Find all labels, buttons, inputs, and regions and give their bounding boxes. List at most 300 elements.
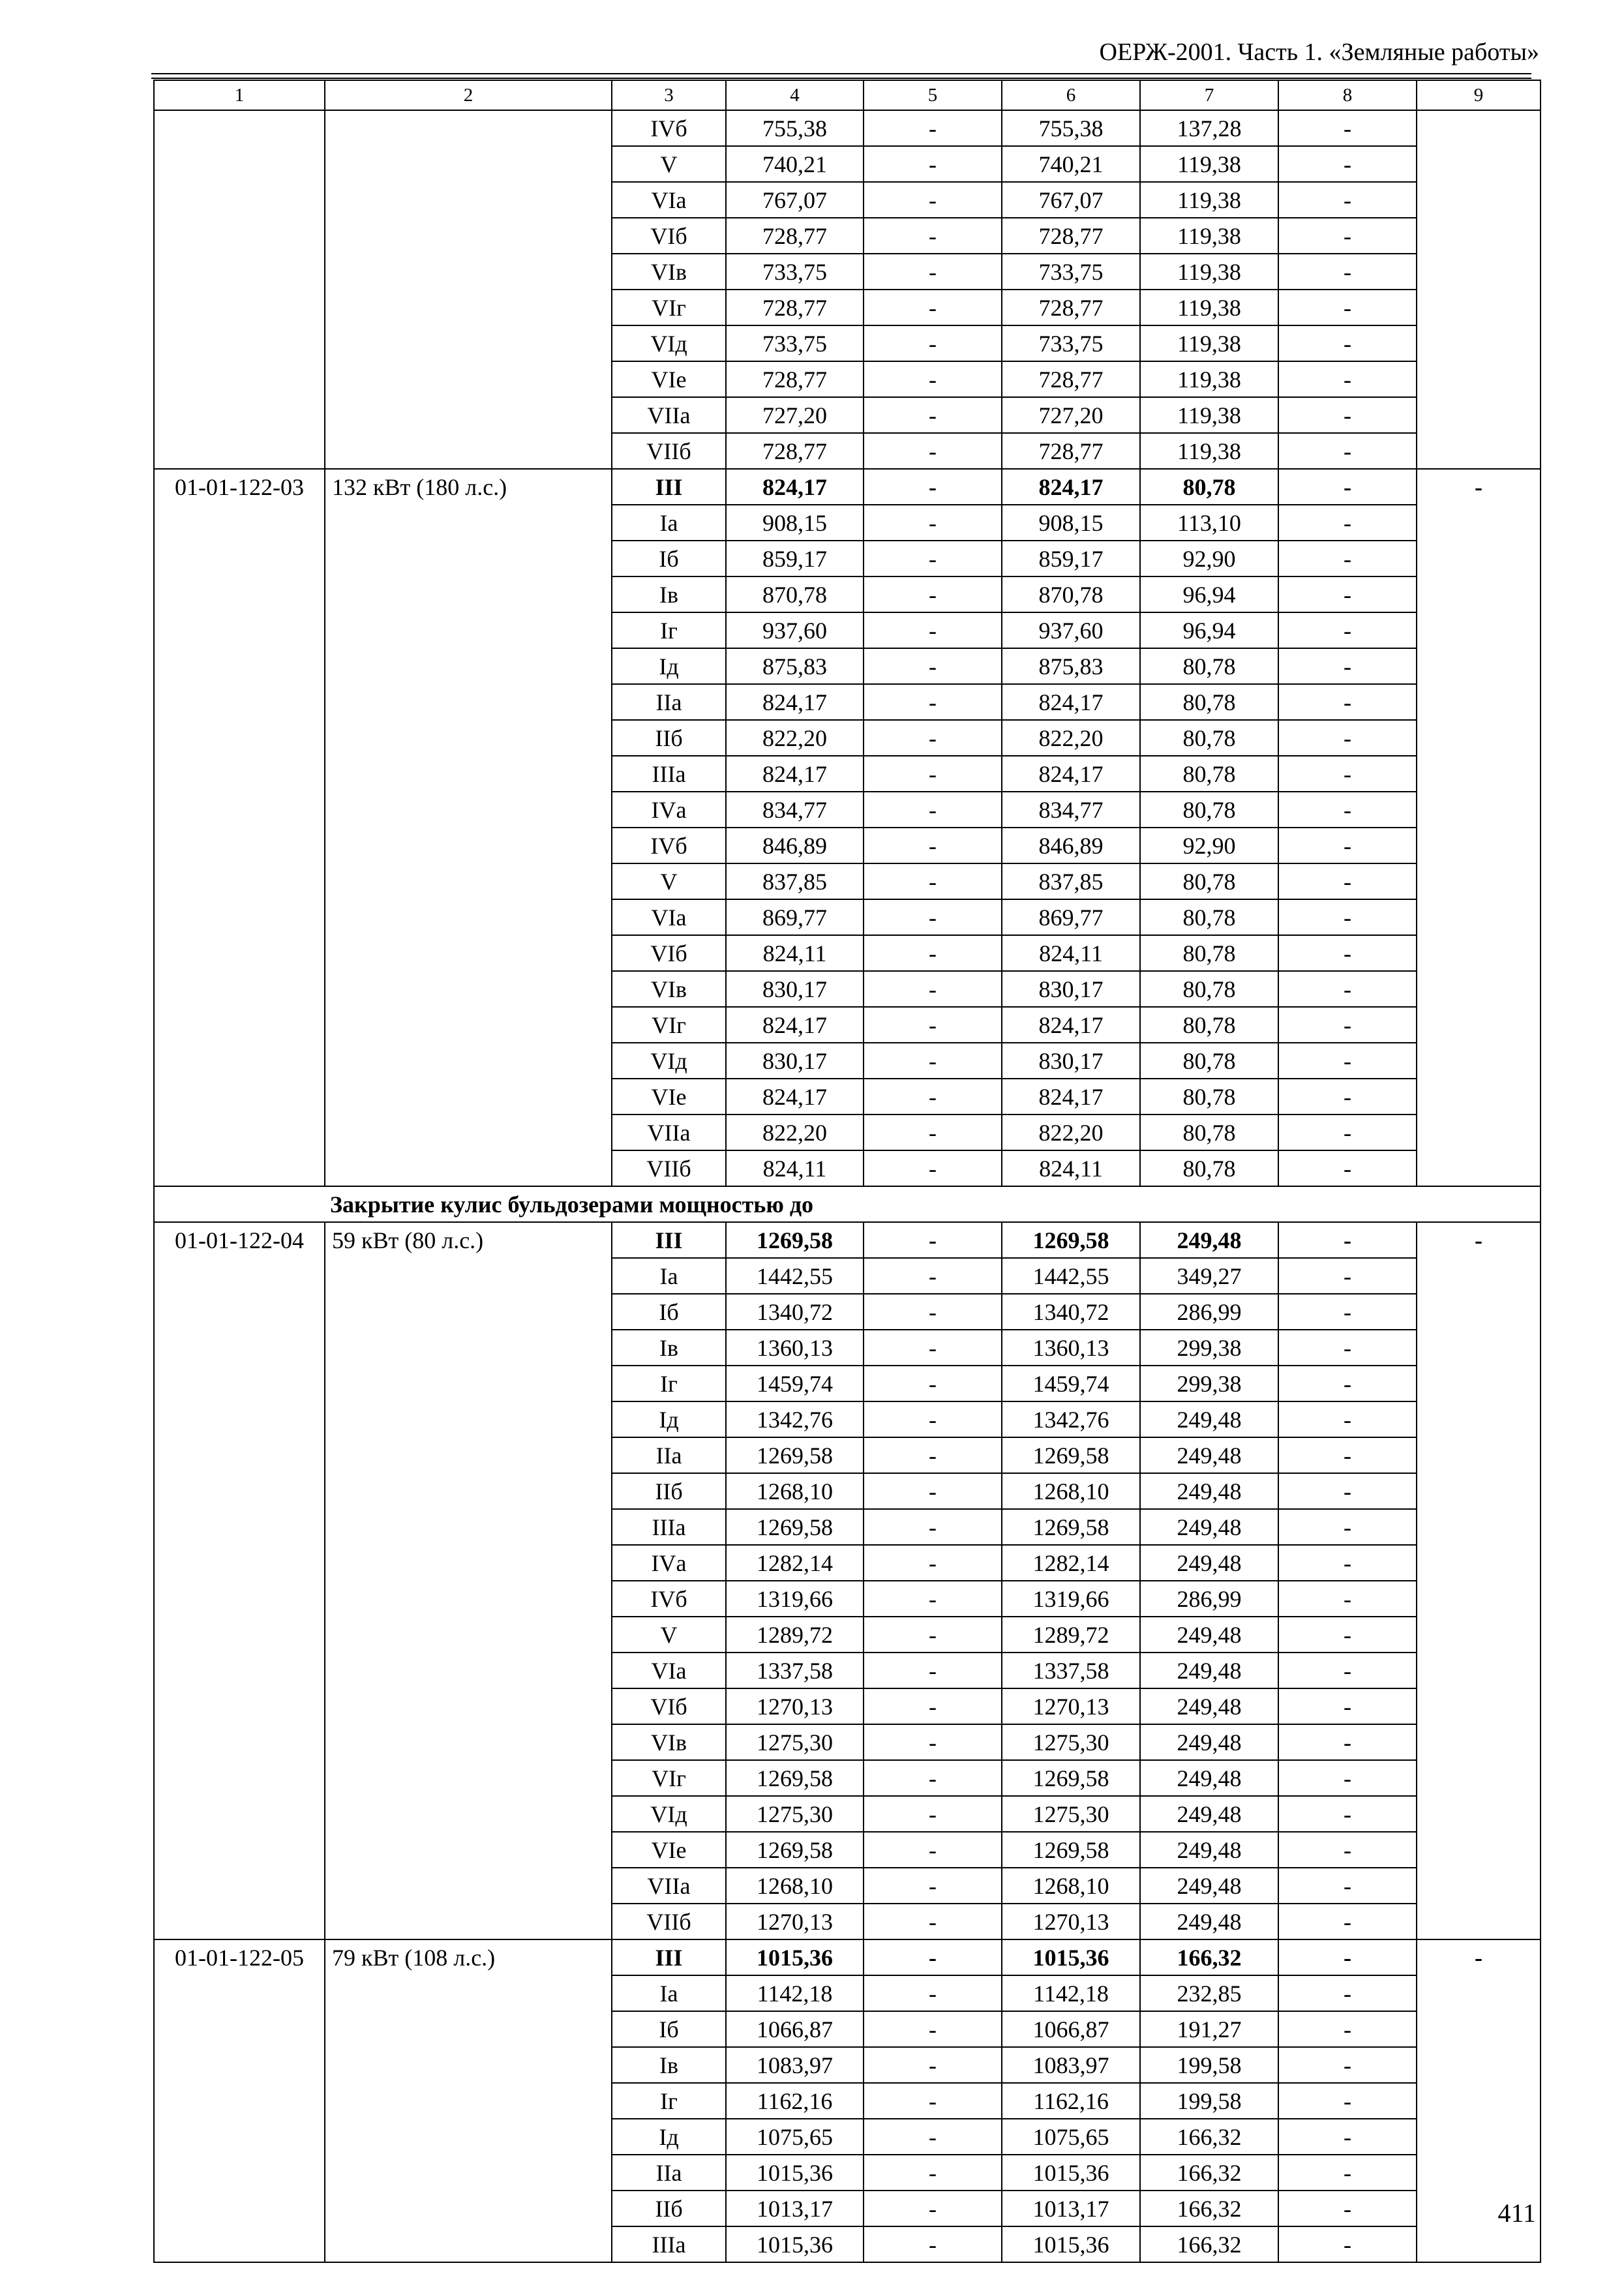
col6-cell: 1340,72 [1002, 1294, 1140, 1330]
col8-cell: - [1278, 1437, 1417, 1473]
col5-cell: - [864, 1007, 1002, 1043]
col8-cell: - [1278, 792, 1417, 828]
col8-cell: - [1278, 2119, 1417, 2155]
col6-cell: 1268,10 [1002, 1868, 1140, 1904]
col6-cell: 1282,14 [1002, 1545, 1140, 1581]
total-cost-cell: 728,77 [726, 361, 864, 397]
col8-cell: - [1278, 863, 1417, 899]
soil-group-cell: Iд [612, 648, 726, 684]
col7-cell: 249,48 [1140, 1868, 1278, 1904]
col5-cell: - [864, 756, 1002, 792]
total-cost-cell: 1289,72 [726, 1617, 864, 1653]
col6-cell: 1015,36 [1002, 1939, 1140, 1975]
total-cost-cell: 1275,30 [726, 1796, 864, 1832]
col8-cell: - [1278, 433, 1417, 469]
col6-cell: 1269,58 [1002, 1222, 1140, 1258]
total-cost-cell: 1013,17 [726, 2191, 864, 2226]
col8-cell: - [1278, 1150, 1417, 1186]
col7-cell: 249,48 [1140, 1222, 1278, 1258]
col7-cell: 249,48 [1140, 1796, 1278, 1832]
col5-cell: - [864, 1222, 1002, 1258]
total-cost-cell: 824,17 [726, 1079, 864, 1115]
col5-cell: - [864, 1653, 1002, 1688]
item-name-cell [325, 110, 612, 469]
col8-cell: - [1278, 1115, 1417, 1150]
col8-cell: - [1278, 1043, 1417, 1079]
column-number: 3 [612, 80, 726, 110]
col8-cell: - [1278, 397, 1417, 433]
col5-cell: - [864, 648, 1002, 684]
col8-cell: - [1278, 2226, 1417, 2262]
total-cost-cell: 937,60 [726, 612, 864, 648]
total-cost-cell: 875,83 [726, 648, 864, 684]
col5-cell: - [864, 1868, 1002, 1904]
col7-cell: 80,78 [1140, 1115, 1278, 1150]
total-cost-cell: 1360,13 [726, 1330, 864, 1366]
col8-cell: - [1278, 1545, 1417, 1581]
col6-cell: 1075,65 [1002, 2119, 1140, 2155]
col6-cell: 1289,72 [1002, 1617, 1140, 1653]
col8-cell: - [1278, 1653, 1417, 1688]
col6-cell: 1275,30 [1002, 1796, 1140, 1832]
col5-cell: - [864, 2119, 1002, 2155]
col7-cell: 249,48 [1140, 1653, 1278, 1688]
col5-cell: - [864, 1545, 1002, 1581]
soil-group-cell: V [612, 863, 726, 899]
col5-cell: - [864, 1366, 1002, 1401]
soil-group-cell: IIб [612, 2191, 726, 2226]
column-number: 6 [1002, 80, 1140, 110]
soil-group-cell: VIа [612, 1653, 726, 1688]
soil-group-cell: VIв [612, 254, 726, 290]
soil-group-cell: IVа [612, 1545, 726, 1581]
section-row [154, 1186, 1541, 1222]
total-cost-cell: 1270,13 [726, 1688, 864, 1724]
col8-cell: - [1278, 684, 1417, 720]
col5-cell: - [864, 1904, 1002, 1939]
col6-cell: 824,17 [1002, 756, 1140, 792]
col6-cell: 1142,18 [1002, 1975, 1140, 2011]
col5-cell: - [864, 2011, 1002, 2047]
total-cost-cell: 1337,58 [726, 1653, 864, 1688]
col8-cell: - [1278, 2155, 1417, 2191]
total-cost-cell: 755,38 [726, 110, 864, 146]
col7-cell: 166,32 [1140, 2226, 1278, 2262]
col5-cell: - [864, 505, 1002, 541]
total-cost-cell: 824,17 [726, 756, 864, 792]
col5-cell: - [864, 146, 1002, 182]
col6-cell: 824,17 [1002, 1007, 1140, 1043]
col5-cell: - [864, 2155, 1002, 2191]
soil-group-cell: VIа [612, 182, 726, 218]
col8-cell: - [1278, 1760, 1417, 1796]
col5-cell: - [864, 1043, 1002, 1079]
col5-cell: - [864, 1401, 1002, 1437]
soil-group-cell: VIб [612, 1688, 726, 1724]
col8-cell: - [1278, 1832, 1417, 1868]
col6-cell: 728,77 [1002, 361, 1140, 397]
col7-cell: 119,38 [1140, 290, 1278, 325]
col8-cell: - [1278, 720, 1417, 756]
col8-cell: - [1278, 756, 1417, 792]
col8-cell: - [1278, 182, 1417, 218]
col7-cell: 80,78 [1140, 899, 1278, 935]
col7-cell: 119,38 [1140, 146, 1278, 182]
column-number: 7 [1140, 80, 1278, 110]
col8-cell: - [1278, 2011, 1417, 2047]
section-title: Закрытие кулис бульдозерами мощностью до [325, 1186, 1541, 1222]
total-cost-cell: 728,77 [726, 433, 864, 469]
col6-cell: 1270,13 [1002, 1904, 1140, 1939]
col8-cell: - [1278, 648, 1417, 684]
soil-group-cell: III [612, 1939, 726, 1975]
soil-group-cell: Iг [612, 612, 726, 648]
col8-cell: - [1278, 1294, 1417, 1330]
col9-cell [1417, 110, 1541, 469]
column-number-row [154, 80, 1541, 110]
col7-cell: 80,78 [1140, 648, 1278, 684]
total-cost-cell: 1342,76 [726, 1401, 864, 1437]
col5-cell: - [864, 720, 1002, 756]
soil-group-cell: Iд [612, 2119, 726, 2155]
col8-cell: - [1278, 254, 1417, 290]
col5-cell: - [864, 1832, 1002, 1868]
col6-cell: 767,07 [1002, 182, 1140, 218]
col5-cell: - [864, 684, 1002, 720]
col8-cell: - [1278, 469, 1417, 505]
col7-cell: 166,32 [1140, 2191, 1278, 2226]
col6-cell: 870,78 [1002, 576, 1140, 612]
col7-cell: 249,48 [1140, 1509, 1278, 1545]
total-cost-cell: 1269,58 [726, 1437, 864, 1473]
col8-cell: - [1278, 899, 1417, 935]
col8-cell: - [1278, 971, 1417, 1007]
total-cost-cell: 728,77 [726, 290, 864, 325]
col5-cell: - [864, 110, 1002, 146]
total-cost-cell: 1459,74 [726, 1366, 864, 1401]
col6-cell: 1319,66 [1002, 1581, 1140, 1617]
total-cost-cell: 1142,18 [726, 1975, 864, 2011]
col7-cell: 199,58 [1140, 2047, 1278, 2083]
soil-group-cell: IIб [612, 720, 726, 756]
rates-table [153, 80, 1541, 2263]
total-cost-cell: 846,89 [726, 828, 864, 863]
col5-cell: - [864, 1760, 1002, 1796]
col6-cell: 1269,58 [1002, 1760, 1140, 1796]
col8-cell: - [1278, 325, 1417, 361]
column-number: 1 [154, 80, 325, 110]
col7-cell: 249,48 [1140, 1401, 1278, 1437]
col7-cell: 119,38 [1140, 433, 1278, 469]
col5-cell: - [864, 1796, 1002, 1832]
col7-cell: 80,78 [1140, 684, 1278, 720]
total-cost-cell: 733,75 [726, 325, 864, 361]
total-cost-cell: 1083,97 [726, 2047, 864, 2083]
col7-cell: 113,10 [1140, 505, 1278, 541]
col9-cell: - [1417, 469, 1541, 1186]
col5-cell: - [864, 971, 1002, 1007]
total-cost-cell: 1269,58 [726, 1760, 864, 1796]
col7-cell: 191,27 [1140, 2011, 1278, 2047]
page-header-title: ОЕРЖ-2001. Часть 1. «Земляные работы» [1099, 38, 1539, 66]
col8-cell: - [1278, 1473, 1417, 1509]
col8-cell: - [1278, 1366, 1417, 1401]
col7-cell: 80,78 [1140, 863, 1278, 899]
total-cost-cell: 1269,58 [726, 1509, 864, 1545]
col7-cell: 349,27 [1140, 1258, 1278, 1294]
total-cost-cell: 1319,66 [726, 1581, 864, 1617]
col6-cell: 1015,36 [1002, 2155, 1140, 2191]
col8-cell: - [1278, 1079, 1417, 1115]
col8-cell: - [1278, 541, 1417, 576]
col5-cell: - [864, 1617, 1002, 1653]
col7-cell: 299,38 [1140, 1366, 1278, 1401]
soil-group-cell: VIб [612, 218, 726, 254]
col7-cell: 249,48 [1140, 1904, 1278, 1939]
col7-cell: 286,99 [1140, 1581, 1278, 1617]
total-cost-cell: 1275,30 [726, 1724, 864, 1760]
col5-cell: - [864, 254, 1002, 290]
soil-group-cell: VIIб [612, 1150, 726, 1186]
total-cost-cell: 1015,36 [726, 2226, 864, 2262]
col7-cell: 299,38 [1140, 1330, 1278, 1366]
col8-cell: - [1278, 146, 1417, 182]
header-rule [151, 73, 1531, 74]
col6-cell: 937,60 [1002, 612, 1140, 648]
total-cost-cell: 824,17 [726, 469, 864, 505]
soil-group-cell: IIIа [612, 1509, 726, 1545]
col7-cell: 92,90 [1140, 828, 1278, 863]
col5-cell: - [864, 1115, 1002, 1150]
item-code-cell: 01-01-122-05 [154, 1939, 325, 2262]
col9-cell: - [1417, 1939, 1541, 2262]
item-name-cell: 132 кВт (180 л.с.) [325, 469, 612, 1186]
col6-cell: 1083,97 [1002, 2047, 1140, 2083]
col5-cell: - [864, 828, 1002, 863]
col7-cell: 249,48 [1140, 1545, 1278, 1581]
col5-cell: - [864, 1688, 1002, 1724]
col7-cell: 249,48 [1140, 1473, 1278, 1509]
col6-cell: 1269,58 [1002, 1509, 1140, 1545]
col6-cell: 1268,10 [1002, 1473, 1140, 1509]
soil-group-cell: III [612, 1222, 726, 1258]
col5-cell: - [864, 2083, 1002, 2119]
col6-cell: 824,11 [1002, 935, 1140, 971]
col7-cell: 80,78 [1140, 1150, 1278, 1186]
table-row [154, 1222, 1541, 1258]
total-cost-cell: 834,77 [726, 792, 864, 828]
soil-group-cell: IVа [612, 792, 726, 828]
col6-cell: 824,17 [1002, 1079, 1140, 1115]
soil-group-cell: Iг [612, 1366, 726, 1401]
soil-group-cell: VIе [612, 1079, 726, 1115]
total-cost-cell: 1162,16 [726, 2083, 864, 2119]
soil-group-cell: VIд [612, 1796, 726, 1832]
soil-group-cell: VIIб [612, 433, 726, 469]
total-cost-cell: 859,17 [726, 541, 864, 576]
soil-group-cell: IVб [612, 1581, 726, 1617]
soil-group-cell: Iв [612, 576, 726, 612]
col8-cell: - [1278, 1581, 1417, 1617]
soil-group-cell: IIа [612, 2155, 726, 2191]
col5-cell: - [864, 433, 1002, 469]
soil-group-cell: VIIб [612, 1904, 726, 1939]
col6-cell: 834,77 [1002, 792, 1140, 828]
col5-cell: - [864, 290, 1002, 325]
col5-cell: - [864, 182, 1002, 218]
col8-cell: - [1278, 828, 1417, 863]
col7-cell: 249,48 [1140, 1832, 1278, 1868]
col6-cell: 859,17 [1002, 541, 1140, 576]
col6-cell: 1270,13 [1002, 1688, 1140, 1724]
col5-cell: - [864, 397, 1002, 433]
total-cost-cell: 824,17 [726, 684, 864, 720]
total-cost-cell: 1015,36 [726, 1939, 864, 1975]
soil-group-cell: Iд [612, 1401, 726, 1437]
col6-cell: 727,20 [1002, 397, 1140, 433]
col7-cell: 119,38 [1140, 218, 1278, 254]
soil-group-cell: VIг [612, 1007, 726, 1043]
col5-cell: - [864, 1294, 1002, 1330]
table-row [154, 1939, 1541, 1975]
total-cost-cell: 740,21 [726, 146, 864, 182]
soil-group-cell: VIв [612, 971, 726, 1007]
item-code-cell [154, 110, 325, 469]
col8-cell: - [1278, 505, 1417, 541]
col8-cell: - [1278, 1868, 1417, 1904]
soil-group-cell: VIа [612, 899, 726, 935]
soil-group-cell: VIг [612, 290, 726, 325]
table-row [154, 110, 1541, 146]
total-cost-cell: 1268,10 [726, 1473, 864, 1509]
soil-group-cell: Iа [612, 505, 726, 541]
column-number: 5 [864, 80, 1002, 110]
col5-cell: - [864, 361, 1002, 397]
col8-cell: - [1278, 2047, 1417, 2083]
col8-cell: - [1278, 1975, 1417, 2011]
soil-group-cell: III [612, 469, 726, 505]
col7-cell: 119,38 [1140, 254, 1278, 290]
total-cost-cell: 1268,10 [726, 1868, 864, 1904]
total-cost-cell: 733,75 [726, 254, 864, 290]
soil-group-cell: VIв [612, 1724, 726, 1760]
col5-cell: - [864, 1330, 1002, 1366]
col8-cell: - [1278, 1509, 1417, 1545]
col7-cell: 249,48 [1140, 1437, 1278, 1473]
col6-cell: 1459,74 [1002, 1366, 1140, 1401]
col6-cell: 728,77 [1002, 433, 1140, 469]
col6-cell: 846,89 [1002, 828, 1140, 863]
col9-cell: - [1417, 1222, 1541, 1939]
col7-cell: 80,78 [1140, 720, 1278, 756]
col6-cell: 869,77 [1002, 899, 1140, 935]
total-cost-cell: 830,17 [726, 1043, 864, 1079]
col8-cell: - [1278, 1258, 1417, 1294]
total-cost-cell: 728,77 [726, 218, 864, 254]
soil-group-cell: VIб [612, 935, 726, 971]
total-cost-cell: 767,07 [726, 182, 864, 218]
col5-cell: - [864, 325, 1002, 361]
total-cost-cell: 869,77 [726, 899, 864, 935]
soil-group-cell: IVб [612, 828, 726, 863]
col8-cell: - [1278, 1939, 1417, 1975]
table-row [154, 469, 1541, 505]
col7-cell: 119,38 [1140, 361, 1278, 397]
soil-group-cell: Iб [612, 1294, 726, 1330]
total-cost-cell: 1442,55 [726, 1258, 864, 1294]
col8-cell: - [1278, 290, 1417, 325]
soil-group-cell: Iа [612, 1975, 726, 2011]
total-cost-cell: 822,20 [726, 720, 864, 756]
col6-cell: 822,20 [1002, 1115, 1140, 1150]
col5-cell: - [864, 1581, 1002, 1617]
col7-cell: 249,48 [1140, 1617, 1278, 1653]
col5-cell: - [864, 2226, 1002, 2262]
col7-cell: 232,85 [1140, 1975, 1278, 2011]
col6-cell: 1015,36 [1002, 2226, 1140, 2262]
total-cost-cell: 870,78 [726, 576, 864, 612]
total-cost-cell: 824,11 [726, 935, 864, 971]
soil-group-cell: VIд [612, 1043, 726, 1079]
total-cost-cell: 1066,87 [726, 2011, 864, 2047]
col6-cell: 740,21 [1002, 146, 1140, 182]
total-cost-cell: 837,85 [726, 863, 864, 899]
col5-cell: - [864, 1509, 1002, 1545]
total-cost-cell: 1270,13 [726, 1904, 864, 1939]
col6-cell: 1337,58 [1002, 1653, 1140, 1688]
soil-group-cell: VIе [612, 361, 726, 397]
table-body [154, 80, 1541, 2262]
col7-cell: 80,78 [1140, 792, 1278, 828]
soil-group-cell: Iг [612, 2083, 726, 2119]
col6-cell: 875,83 [1002, 648, 1140, 684]
col5-cell: - [864, 1079, 1002, 1115]
col7-cell: 119,38 [1140, 182, 1278, 218]
item-code-cell: 01-01-122-03 [154, 469, 325, 1186]
col5-cell: - [864, 792, 1002, 828]
col6-cell: 1162,16 [1002, 2083, 1140, 2119]
col8-cell: - [1278, 1688, 1417, 1724]
soil-group-cell: IIIа [612, 756, 726, 792]
total-cost-cell: 727,20 [726, 397, 864, 433]
col8-cell: - [1278, 2191, 1417, 2226]
col8-cell: - [1278, 935, 1417, 971]
col7-cell: 249,48 [1140, 1688, 1278, 1724]
soil-group-cell: Iб [612, 541, 726, 576]
col5-cell: - [864, 612, 1002, 648]
col6-cell: 830,17 [1002, 971, 1140, 1007]
total-cost-cell: 1269,58 [726, 1222, 864, 1258]
header-rule [151, 78, 1531, 79]
col5-cell: - [864, 1975, 1002, 2011]
col7-cell: 92,90 [1140, 541, 1278, 576]
item-name-cell: 59 кВт (80 л.с.) [325, 1222, 612, 1939]
soil-group-cell: V [612, 1617, 726, 1653]
col6-cell: 837,85 [1002, 863, 1140, 899]
col5-cell: - [864, 1724, 1002, 1760]
col8-cell: - [1278, 218, 1417, 254]
col7-cell: 166,32 [1140, 2119, 1278, 2155]
soil-group-cell: Iа [612, 1258, 726, 1294]
col5-cell: - [864, 541, 1002, 576]
col6-cell: 1360,13 [1002, 1330, 1140, 1366]
column-number: 2 [325, 80, 612, 110]
col8-cell: - [1278, 1904, 1417, 1939]
soil-group-cell: VIIа [612, 1868, 726, 1904]
col6-cell: 755,38 [1002, 110, 1140, 146]
col5-cell: - [864, 1473, 1002, 1509]
soil-group-cell: IIа [612, 684, 726, 720]
